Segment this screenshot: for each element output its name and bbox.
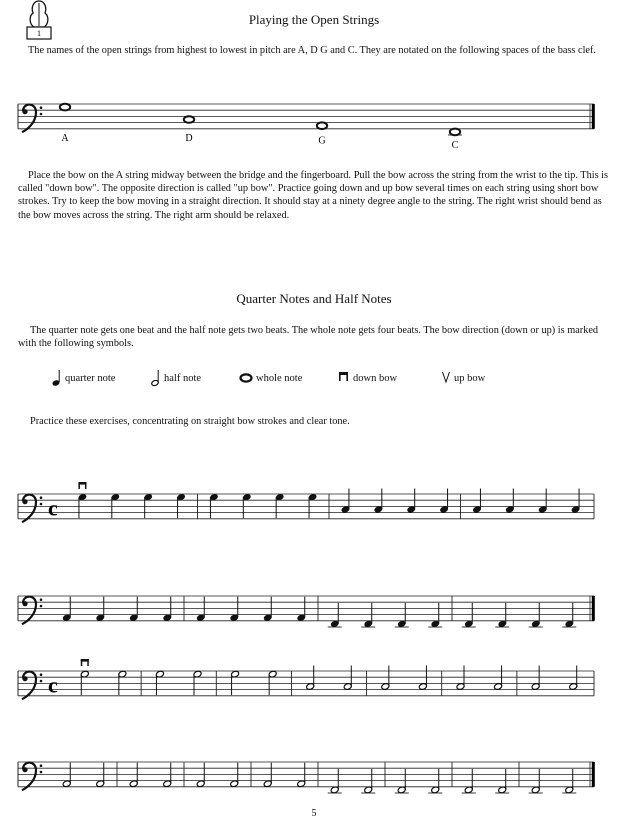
legend-quarter-note	[52, 369, 115, 387]
whole-note	[450, 129, 460, 136]
whole-note	[60, 104, 70, 111]
whole-note-icon	[239, 369, 253, 387]
final-barline-thick	[592, 596, 595, 621]
bass-clef-icon	[22, 105, 42, 133]
whole-note	[184, 116, 194, 123]
bowing-instructions: Place the bow on the A string midway between the bridge and the fingerboard. Pull the bow across the string from the wrist to the tip. This is called "down bow". The opposite direction is called "up bow". Practice going down and up bow several times on each string using short bow strokes. Try to keep the bow moving in a straight direction. It should stay at a ninety degree angle to the string. The right wrist should bend as the bow moves across the string. The right arm should be relaxed.	[18, 170, 609, 221]
down-bow-icon	[338, 369, 350, 387]
string-label: C	[451, 139, 459, 151]
page-number: 5	[311, 808, 317, 819]
bass-clef-icon	[22, 672, 42, 700]
bass-clef-icon	[22, 763, 42, 791]
legend-half-note	[151, 369, 201, 387]
section-title-quarter-half: Quarter Notes and Half Notes	[236, 291, 392, 306]
legend-up-bow	[441, 369, 485, 387]
up-bow-icon	[441, 369, 451, 387]
whole-note	[317, 122, 327, 129]
exercise-staff-3	[0, 647, 628, 717]
down-bow-mark-icon	[81, 659, 89, 666]
final-barline-thick	[592, 762, 595, 787]
legend-quarter-label: quarter note	[65, 372, 116, 384]
legend-whole-note	[239, 369, 302, 387]
legend-down-bow	[338, 369, 397, 387]
string-label: G	[318, 135, 326, 147]
bass-clef-icon	[22, 597, 42, 625]
half-note-icon	[151, 369, 161, 387]
legend-half-label: half note	[164, 372, 202, 384]
string-label: A	[61, 132, 69, 144]
exercise-staff-1	[0, 470, 628, 540]
legend-down-bow-label: down bow	[353, 372, 398, 384]
open-strings-intro: The names of the open strings from highest to lowest in pitch are A, D G and C. They are notated on the following spaces of the bass clef.	[28, 45, 597, 56]
logo-number: 1	[37, 29, 41, 38]
open-strings-staff	[0, 92, 628, 172]
string-label: D	[185, 132, 193, 144]
legend-whole-label: whole note	[256, 372, 303, 384]
note-values-intro: The quarter note gets one beat and the half note gets two beats. The whole note gets four beats. The bow direction (down or up) is marked with the following symbols.	[18, 325, 599, 350]
section-title-open-strings: Playing the Open Strings	[248, 12, 380, 27]
legend-up-bow-label: up bow	[454, 372, 486, 384]
exercise-staff-2	[0, 572, 628, 642]
common-time-signature: c	[48, 672, 58, 698]
bass-clef-icon	[22, 495, 42, 523]
final-barline-thick	[592, 104, 595, 129]
quarter-note-icon	[52, 369, 62, 387]
practice-instructions: Practice these exercises, concentrating on straight bow strokes and clear tone.	[30, 416, 350, 427]
down-bow-mark-icon	[78, 482, 86, 489]
common-time-signature: c	[48, 495, 58, 521]
exercise-staff-4	[0, 738, 628, 808]
